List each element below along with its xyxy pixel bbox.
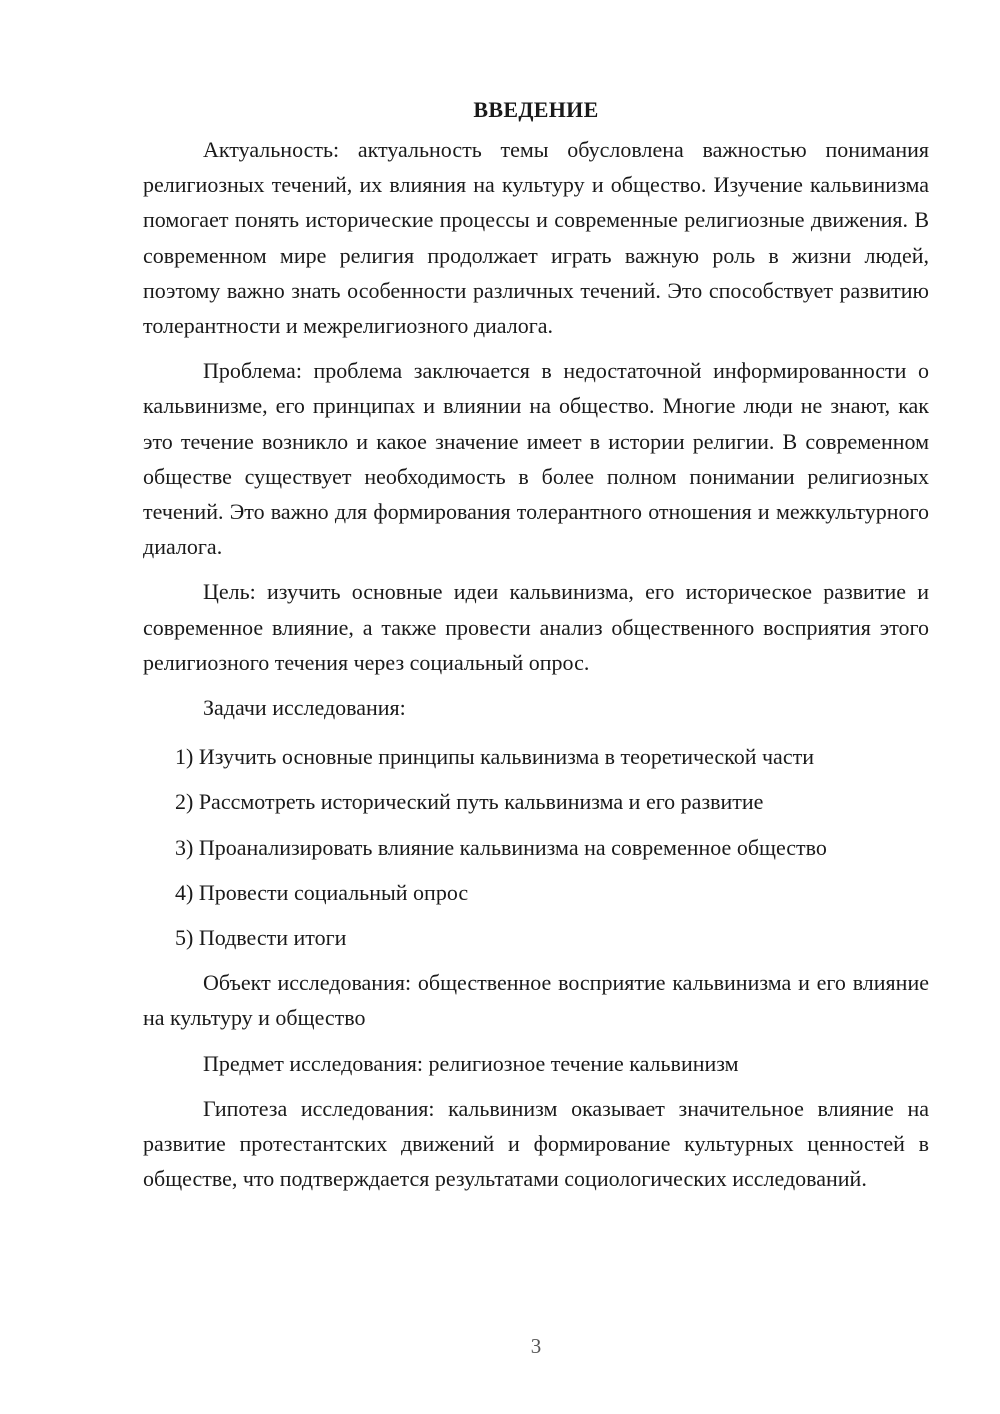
task-item: 1) Изучить основные принципы кальвинизма в теоретической части [175,744,814,770]
task-item: 2) Рассмотреть исторический путь кальвинизма и его развитие [175,789,764,815]
task-item: 5) Подвести итоги [175,925,347,951]
problem-paragraph: Проблема: проблема заключается в недостаточной информированности о кальвинизме, его принципах и влиянии на общество. Многие люди не знают, как это течение возникло и какое значение имеет в истории религии. В современном обществе существует необходимость в более полном понимании религиозных течений. Это важно для формирования толерантного отношения и межкультурного диалога. [143,358,929,560]
task-item: 4) Провести социальный опрос [175,879,469,905]
relevance-paragraph: Актуальность: актуальность темы обусловлена важностью понимания религиозных течений, их влияния на культуру и общество. Изучение кальвинизма помогает понять исторические процессы и современные религиозные движения. В современном мире религия продолжает играть важную роль в жизни людей, поэтому важно знать особенности различных течений. Это способствует развитию толерантности и межрелигиозного диалога. [143,137,929,339]
goal-paragraph: Цель: изучить основные идеи кальвинизма, его историческое развитие и современное влияние, а также провести анализ общественного восприятия этого религиозного течения через социальный опрос. [143,579,929,675]
page-title: ВВЕДЕНИЕ [473,97,599,122]
task-item: 3) Проанализировать влияние кальвинизма на современное общество [175,834,827,860]
subject-paragraph: Предмет исследования: религиозное течение кальвинизм [203,1050,739,1076]
tasks-list [143,739,929,955]
tasks-heading: Задачи исследования: [203,695,406,721]
object-paragraph: Объект исследования: общественное восприятие кальвинизма и его влияние на культуру и общество [143,970,929,1031]
document-page [143,94,929,1206]
page-number: 3 [530,1334,542,1358]
hypothesis-paragraph: Гипотеза исследования: кальвинизм оказывает значительное влияние на развитие протестантских движений и формирование культурных ценностей в обществе, что подтверждается результатами социологических исследований. [143,1095,929,1192]
